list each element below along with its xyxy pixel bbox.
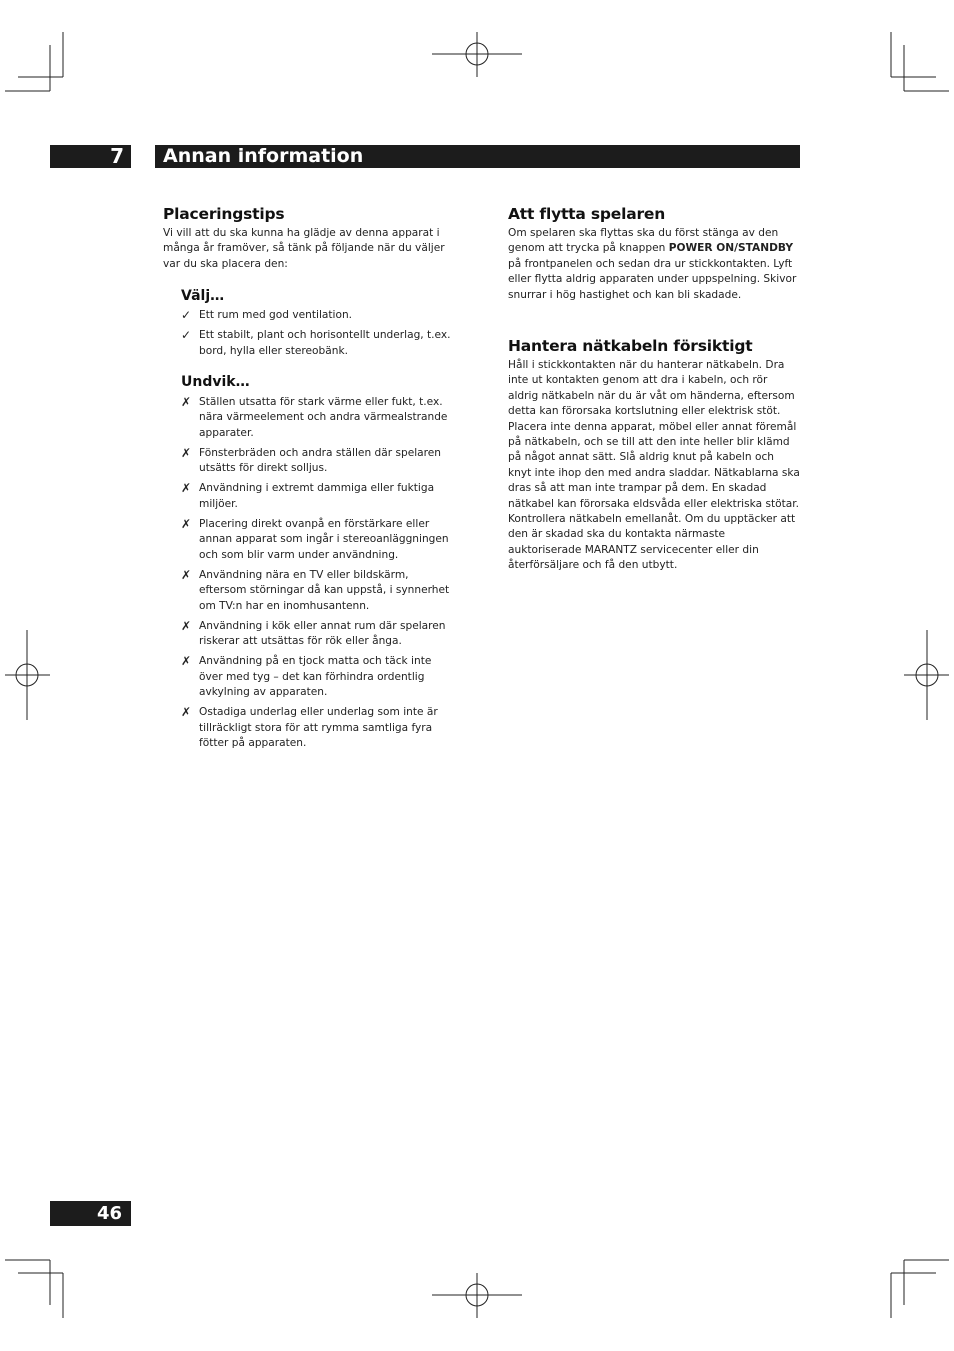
chapter-number: 7: [50, 145, 131, 168]
move-player-heading: Att flytta spelaren: [508, 205, 666, 223]
list-item: ✗ Ostadiga underlag eller underlag som inte är tillräckligt stora för att rymma samtliga fyra fötter på apparaten.: [181, 705, 438, 749]
avoid-heading: Undvik…: [181, 374, 250, 390]
cross-icon: ✗: [181, 395, 192, 409]
list-item: ✗ Fönsterbräden och andra ställen där spelaren utsätts för direkt solljus.: [181, 445, 442, 475]
list-item: ✓ Ett rum med god ventilation.: [181, 308, 353, 322]
cross-icon: ✗: [181, 654, 192, 669]
check-icon: ✓: [181, 308, 192, 322]
power-cable-heading: Hantera nätkabeln försiktigt: [508, 337, 753, 355]
cross-icon: ✗: [181, 481, 192, 496]
list-item: ✓ Ett stabilt, plant och horisontellt underlag, t.ex. bord, hylla eller stereobänk.: [181, 328, 451, 357]
list-item: ✗ Användning i kök eller annat rum där spelaren riskerar att utsättas för rök eller ånga.: [181, 618, 446, 648]
placement-tips-heading: Placeringstips: [163, 205, 285, 223]
cross-icon: ✗: [181, 445, 192, 460]
choose-heading: Välj…: [181, 288, 225, 304]
power-cable-text: Håll i stickkontakten när du hanterar nätkabeln. Dra inte ut kontakten genom att dra i kabeln, och rör aldrig nätkabeln när du är våt om händerna, eftersom detta kan förorsaka kortslutning eller elektrisk stöt. Placera inte denna apparat, möbel eller annat föremål på nätkabeln, och se till att den inte heller blir klämd på något annat sätt. Slå aldrig knut på kabeln och knyt inte ihop den med andra sladdar. Nätkablarna ska dras så att man inte trampar på dem. En skadad nätkabel kan förorsaka eldsvåda eller elektriska stötar. Kontrollera nätkabeln emellanåt. Om du upptäcker att den är skadad ska du kontakta närmaste auktoriserade MARANTZ servicecenter eller din återförsäljare och få den utbytt.: [508, 359, 800, 572]
list-item: ✗ Placering direkt ovanpå en förstärkare eller annan apparat som ingår i stereoanläggningen och som blir varm under användning.: [181, 516, 449, 561]
page-number: 46: [50, 1201, 131, 1226]
list-item: ✗ Ställen utsatta för stark värme eller fukt, t.ex. nära värmeelement och andra värmealstrande apparater.: [181, 395, 448, 439]
cross-icon: ✗: [181, 567, 192, 582]
power-button-name: POWER ON/STANDBY: [668, 242, 794, 255]
chapter-title: Annan information: [155, 145, 800, 168]
move-player-text: Om spelaren ska flyttas ska du först stänga av den genom att trycka på knappen POWER ON/STANDBY på frontpanelen och sedan dra ur stickkontakten. Lyft eller flytta aldrig apparaten under uppspelning. Skivor snurrar i hög hastighet och kan bli skadade.: [508, 227, 797, 301]
list-item: ✗ Användning på en tjock matta och täck inte över med tyg – det kan förhindra ordentlig avkylning av apparaten.: [181, 654, 432, 699]
placement-tips-intro: Vi vill att du ska kunna ha glädje av denna apparat i många år framöver, så tänk på följande när du väljer var du ska placera den:: [163, 227, 445, 270]
cross-icon: ✗: [181, 705, 192, 720]
list-item: ✗ Användning nära en TV eller bildskärm, eftersom störningar då kan uppstå, i synnerhet om TV:n har en inomhusantenn.: [181, 567, 450, 612]
choose-list: [181, 308, 456, 364]
cross-icon: ✗: [181, 618, 192, 633]
avoid-list: [181, 395, 456, 756]
list-item: ✗ Användning i extremt dammiga eller fuktiga miljöer.: [181, 481, 435, 510]
cross-icon: ✗: [181, 516, 192, 531]
check-icon: ✓: [181, 328, 192, 343]
